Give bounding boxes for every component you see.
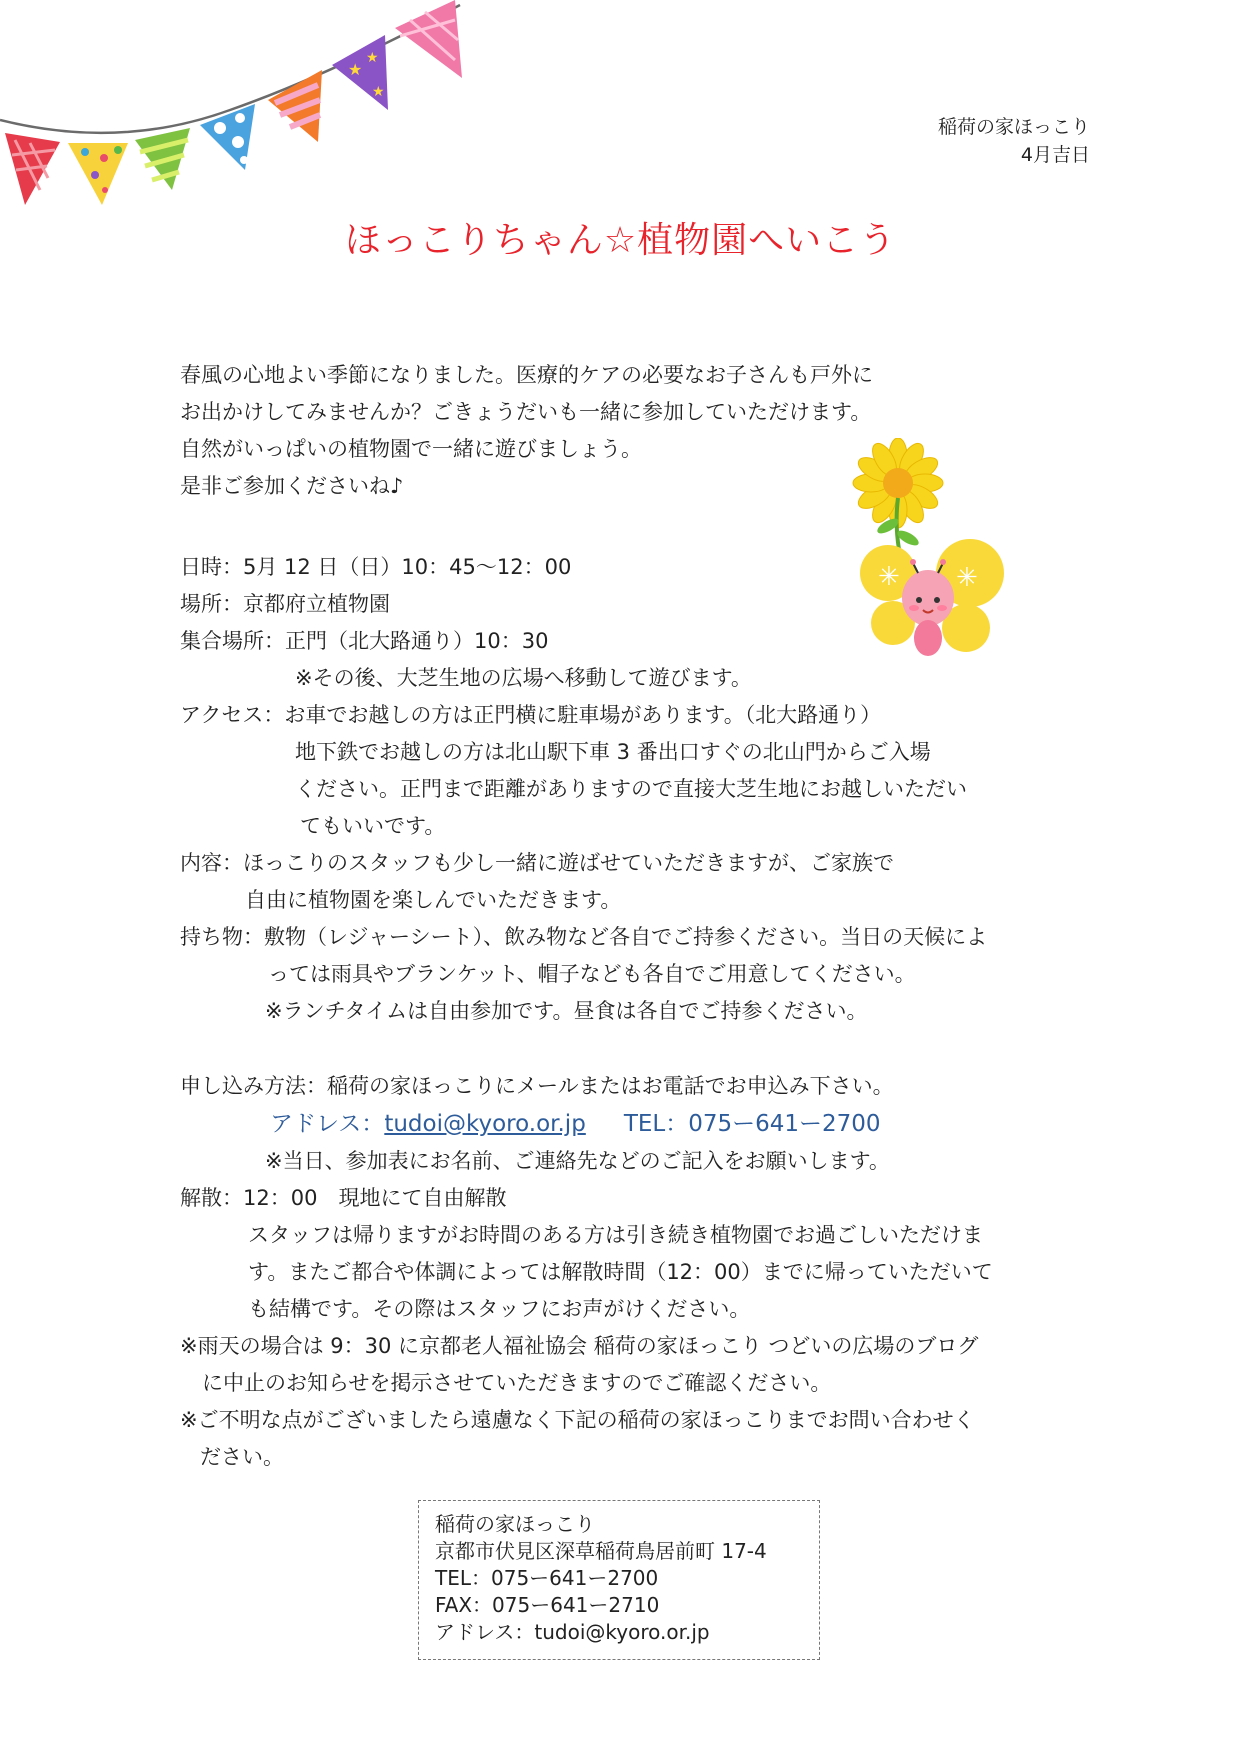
- org-name: 稲荷の家ほっこり: [937, 116, 1090, 138]
- issue-date: 4月吉日: [1020, 144, 1090, 166]
- contact-tel: TEL：075ー641ー2700: [435, 1566, 659, 1590]
- svg-text:✳: ✳: [878, 562, 900, 592]
- email-link[interactable]: tudoi@kyoro.or.jp: [384, 1111, 586, 1137]
- access-line-3: ください。正門まで距離がありますので直接大芝生地にお越しいただい: [295, 777, 967, 801]
- svg-text:✳: ✳: [956, 563, 978, 593]
- svg-text:★: ★: [372, 84, 385, 100]
- fairy-icon: [860, 539, 1004, 656]
- meeting-note: ※その後、大芝生地の広場へ移動して遊びます。: [295, 666, 752, 690]
- svg-text:★: ★: [366, 50, 379, 66]
- access-line-2: 地下鉄でお越しの方は北山駅下車 3 番出口すぐの北山門からご入場: [295, 740, 931, 764]
- dismissal-line-1: 解散：12：00 現地にて自由解散: [180, 1186, 507, 1210]
- items-line-1: 持ち物：敷物（レジャーシート）、飲み物など各自でご持参ください。当日の天候によ: [180, 925, 988, 949]
- meeting-place: 集合場所：正門（北大路通り）10：30: [180, 629, 549, 653]
- contact-email: アドレス：tudoi@kyoro.or.jp: [435, 1620, 710, 1644]
- intro-line-4: 是非ご参加くださいね♪: [180, 474, 404, 498]
- intro-line-3: 自然がいっぱいの植物園で一緒に遊びましょう。: [180, 437, 642, 461]
- page-title: ほっこりちゃん☆植物園へいこう: [344, 220, 897, 261]
- bunting-flag-orange-stripes: [268, 70, 322, 142]
- rain-note-line-1: ※雨天の場合は 9：30 に京都老人福祉協会 稲荷の家ほっこり つどいの広場のブログ: [180, 1334, 979, 1358]
- application-contact: [270, 1109, 881, 1139]
- address-label: アドレス：: [270, 1111, 385, 1137]
- inquiry-note-line-2: ださい。: [200, 1445, 284, 1469]
- intro-line-1: 春風の心地よい季節になりました。医療的ケアの必要なお子さんも戸外に: [180, 363, 873, 387]
- access-line-4: てもいいです。: [300, 814, 446, 838]
- content-line-1: 内容：ほっこりのスタッフも少し一緒に遊ばせていただきますが、ご家族で: [180, 851, 894, 875]
- event-place: 場所：京都府立植物園: [180, 592, 390, 616]
- contact-fax: FAX：075ー641ー2710: [435, 1593, 660, 1617]
- application-note: ※当日、参加表にお名前、ご連絡先などのご記入をお願いします。: [265, 1149, 890, 1173]
- bunting-flag-blue-flowers: [200, 104, 255, 170]
- items-line-2: っては雨具やブランケット、帽子なども各自でご用意してください。: [268, 962, 916, 986]
- contact-box: [418, 1500, 820, 1660]
- dismissal-line-2: スタッフは帰りますがお時間のある方は引き続き植物園でお過ごしいただけま: [248, 1223, 983, 1247]
- bunting-flag-yellow-dots: [68, 143, 128, 205]
- contact-name: 稲荷の家ほっこり: [435, 1512, 595, 1536]
- bunting-flag-red-check: [5, 133, 60, 205]
- dismissal-line-3: す。またご都合や体調によっては解散時間（12：00）までに帰っていただいて: [248, 1260, 993, 1284]
- flower-fairy-illustration: [848, 438, 1018, 668]
- content-line-2: 自由に植物園を楽しんでいただきます。: [245, 888, 622, 912]
- dismissal-line-4: も結構です。その際はスタッフにお声がけください。: [248, 1297, 751, 1321]
- bunting-flag-purple-stars: [332, 35, 388, 110]
- intro-line-2: お出かけしてみませんか？ごきょうだいも一緒に参加していただけます。: [180, 400, 872, 424]
- items-line-3: ※ランチタイムは自由参加です。昼食は各自でご持参ください。: [265, 999, 868, 1023]
- application-method: 申し込み方法：稲荷の家ほっこりにメールまたはお電話でお申込み下さい。: [180, 1074, 894, 1098]
- tel-number: TEL：075ー641ー2700: [623, 1111, 881, 1137]
- event-datetime: 日時：5月 12 日（日）10：45～12：00: [180, 555, 572, 579]
- bunting-flag-green-stripes: [135, 128, 190, 190]
- svg-text:★: ★: [348, 60, 363, 79]
- access-line-1: アクセス：お車でお越しの方は正門横に駐車場があります。（北大路通り）: [180, 703, 882, 727]
- inquiry-note-line-1: ※ご不明な点がございましたら遠慮なく下記の稲荷の家ほっこりまでお問い合わせく: [180, 1408, 975, 1432]
- rain-note-line-2: に中止のお知らせを掲示させていただきますのでご確認ください。: [202, 1371, 832, 1395]
- contact-address: 京都市伏見区深草稲荷鳥居前町 17-4: [435, 1539, 767, 1563]
- bunting-decoration: [0, 0, 470, 210]
- bunting-flag-pink-check: [395, 0, 462, 78]
- org-header: [880, 113, 1090, 169]
